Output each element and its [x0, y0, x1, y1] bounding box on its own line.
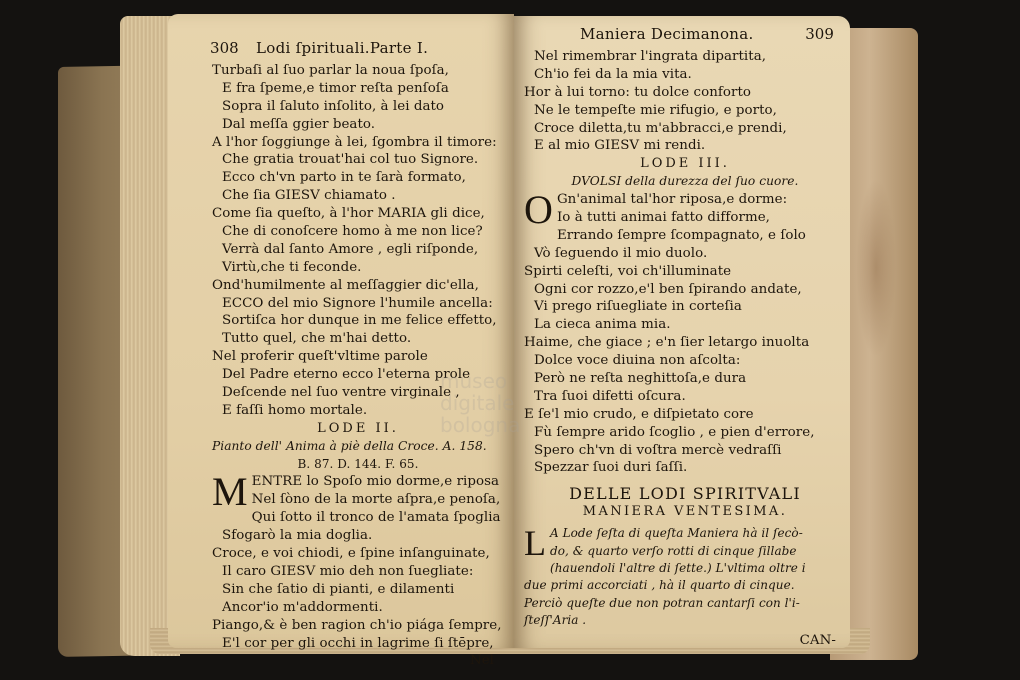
lode-heading: LODE III.	[640, 156, 730, 172]
verse-line: Ch'io fei da la mia vita.	[534, 66, 692, 82]
verse-line: Turbaſi al ſuo parlar la noua ſpoſa,	[212, 63, 449, 78]
verse-line: ENTRE lo Spoſo mio dorme,e riposa	[251, 474, 500, 490]
verse-line: Hor à lui torno: tu dolce conforto	[524, 84, 751, 100]
verse-line: Spero ch'vn di voſtra mercè vedraſſi	[534, 442, 782, 458]
verse-line: E faſſi homo mortale.	[222, 402, 368, 418]
verse-line: Dolce voce diuina non aſcolta:	[534, 353, 741, 369]
note-line: Perciò queſte due non potran cantarſi con l'i-	[524, 595, 800, 610]
verse-line: Del Padre eterno ecco l'eterna prole	[222, 367, 471, 383]
verse-line: Croce, e voi chiodi, e ſpine inſanguinate,	[212, 546, 490, 562]
drop-cap-initial: L	[524, 523, 547, 564]
verse-line: Vò ſeguendo il mio duolo.	[534, 245, 708, 261]
running-head-title: Lodi ſpirituali.Parte I.	[256, 39, 429, 57]
verse-line: Qui ſotto il tronco de l'amata ſpoglia	[251, 510, 501, 526]
verse-line: Deſcende nel ſuo ventre virginale ,	[222, 385, 460, 401]
verse-line: E ſe'l mio crudo, e diſpietato core	[524, 406, 754, 422]
lode-subtitle: Pianto dell' Anima à piè della Croce. A. 158.	[212, 438, 487, 453]
verse-line: Ecco ch'vn parto in te ſarà formato,	[222, 170, 466, 186]
watermark-line: bologna	[440, 413, 521, 437]
right-running-head	[524, 26, 846, 48]
verse-block	[524, 227, 846, 477]
drop-cap-initial: O	[524, 187, 553, 233]
verse-line: Fù ſempre arido ſcoglio , e pien d'errore,	[534, 424, 815, 440]
verse-line: Sfogarò la mia doglia.	[222, 528, 373, 544]
right-page	[514, 16, 850, 648]
running-head-title: Maniera Decimanona.	[580, 25, 754, 43]
verse-line: Spezzar ſuoi duri ſaſſi.	[534, 460, 688, 476]
verse-line: Sopra il ſaluto inſolito, à lei dato	[222, 98, 445, 114]
verse-line: Haime, che giace ; e'n ſier letargo inuolta	[524, 335, 810, 351]
verse-line: Tra ſuoi difetti oſcura.	[534, 388, 686, 404]
verse-line: Sortiſca hor dunque in me felice effetto,	[222, 313, 497, 329]
lode-subtitle: DVOLSI della durezza del ſuo cuore.	[571, 174, 799, 189]
lode-reference: B. 87. D. 144. F. 65.	[297, 456, 419, 471]
left-page	[168, 14, 514, 669]
verse-line: Croce diletta,tu m'abbracci,e prendi,	[534, 120, 787, 136]
note-line: ſteſſ'Aria .	[524, 613, 587, 628]
verse-line: Spirti celeſti, voi ch'illuminate	[524, 263, 732, 279]
note-line: due primi accorciati , hà il quarto di cinque.	[524, 578, 795, 593]
verse-block	[524, 48, 846, 155]
verse-line: Errando ſempre ſcompagnato, e ſolo	[556, 227, 806, 243]
catchword: Nel	[469, 653, 494, 669]
prose-note	[524, 525, 846, 629]
verse-line: Che di conoſcere homo à me non lice?	[222, 224, 483, 240]
watermark-line: digitale	[440, 391, 515, 415]
verse-line: Che gratia trouat'hai col tuo Signore.	[222, 152, 479, 168]
verse-line: Ogni cor rozzo,e'l ben ſpirando andate,	[534, 281, 802, 297]
verse-line: Nel rimembrar l'ingrata dipartita,	[534, 49, 767, 64]
verse-opening	[524, 187, 846, 233]
verse-line: Nel proferir queſt'vltime parole	[212, 349, 428, 365]
verse-line: Vi prego riſuegliate in corteſia	[534, 299, 742, 315]
verse-line: Il caro GIESV mio deh non ſuegliate:	[222, 563, 474, 579]
note-line: A Lode ſeſta di queſta Maniera hà il ſecò-	[550, 526, 803, 541]
verse-line: A l'hor ſoggiunge à lei, ſgombra il timore:	[212, 134, 497, 150]
section-subtitle: MANIERA VENTESIMA.	[582, 504, 788, 520]
verse-line: Dal meſſa ggier beato.	[222, 116, 376, 132]
verse-line: Ne le tempeſte mie rifugio, e porto,	[534, 102, 777, 118]
verse-line: Ond'humilmente al meſſaggier dic'ella,	[212, 277, 479, 293]
note-lines	[524, 543, 846, 630]
verse-line: Tutto quel, che m'hai detto.	[222, 331, 412, 347]
verse-line: E al mio GIESV mi rendi.	[534, 138, 706, 154]
verse-line: E fra ſpeme,e timor reſta penſoſa	[222, 80, 449, 96]
watermark-line: museo	[440, 369, 508, 393]
drop-cap-initial: M	[212, 469, 248, 515]
note-line: do, & quarto verſo rotti di cinque ſillabe	[550, 543, 797, 558]
note-line: (hauendoli l'altre di ſette.) L'vltima oltre i	[550, 561, 806, 575]
verse-line: Sin che ſatio di pianti, e dilamenti	[222, 581, 455, 597]
verse-line: Verrà dal ſanto Amore , egli riſponde,	[222, 241, 479, 257]
verse-opening	[212, 469, 504, 515]
verse-line: Virtù,che ti feconde.	[222, 259, 362, 275]
verse-line: E'l cor per gli occhi in lagrime ſi ſtēpre,	[222, 635, 494, 651]
lode-heading: LODE II.	[317, 420, 399, 436]
verse-line: Nel ſòno de la morte aſpra,e penoſa,	[251, 492, 501, 508]
left-page-text	[168, 14, 514, 669]
section-title: DELLE LODI SPIRITVALI	[569, 484, 801, 504]
verse-block	[212, 62, 504, 420]
page-number: 308	[210, 39, 239, 57]
verse-block	[212, 509, 504, 652]
verse-line: Ancor'io m'addormenti.	[222, 599, 383, 615]
catchword: CAN-	[799, 632, 836, 648]
right-page-text	[514, 16, 850, 648]
verse-line: Che ſia GIESV chiamato .	[222, 188, 396, 204]
verse-line: Io à tutti animai fatto difforme,	[556, 210, 770, 226]
verse-line: Come ſia queſto, à l'hor MARIA gli dice,	[212, 206, 485, 222]
left-running-head	[210, 40, 504, 62]
verse-line: ECCO del mio Signore l'humile ancella:	[222, 295, 493, 311]
verse-line: Però ne reſta neghittoſa,e dura	[534, 371, 747, 387]
verse-line: Gn'animal tal'hor riposa,e dorme:	[556, 192, 788, 208]
verse-line: Piango,& è ben ragion ch'io piága ſempre,	[212, 617, 502, 633]
page-number: 309	[805, 25, 834, 43]
verse-line: La cieca anima mia.	[534, 317, 671, 333]
